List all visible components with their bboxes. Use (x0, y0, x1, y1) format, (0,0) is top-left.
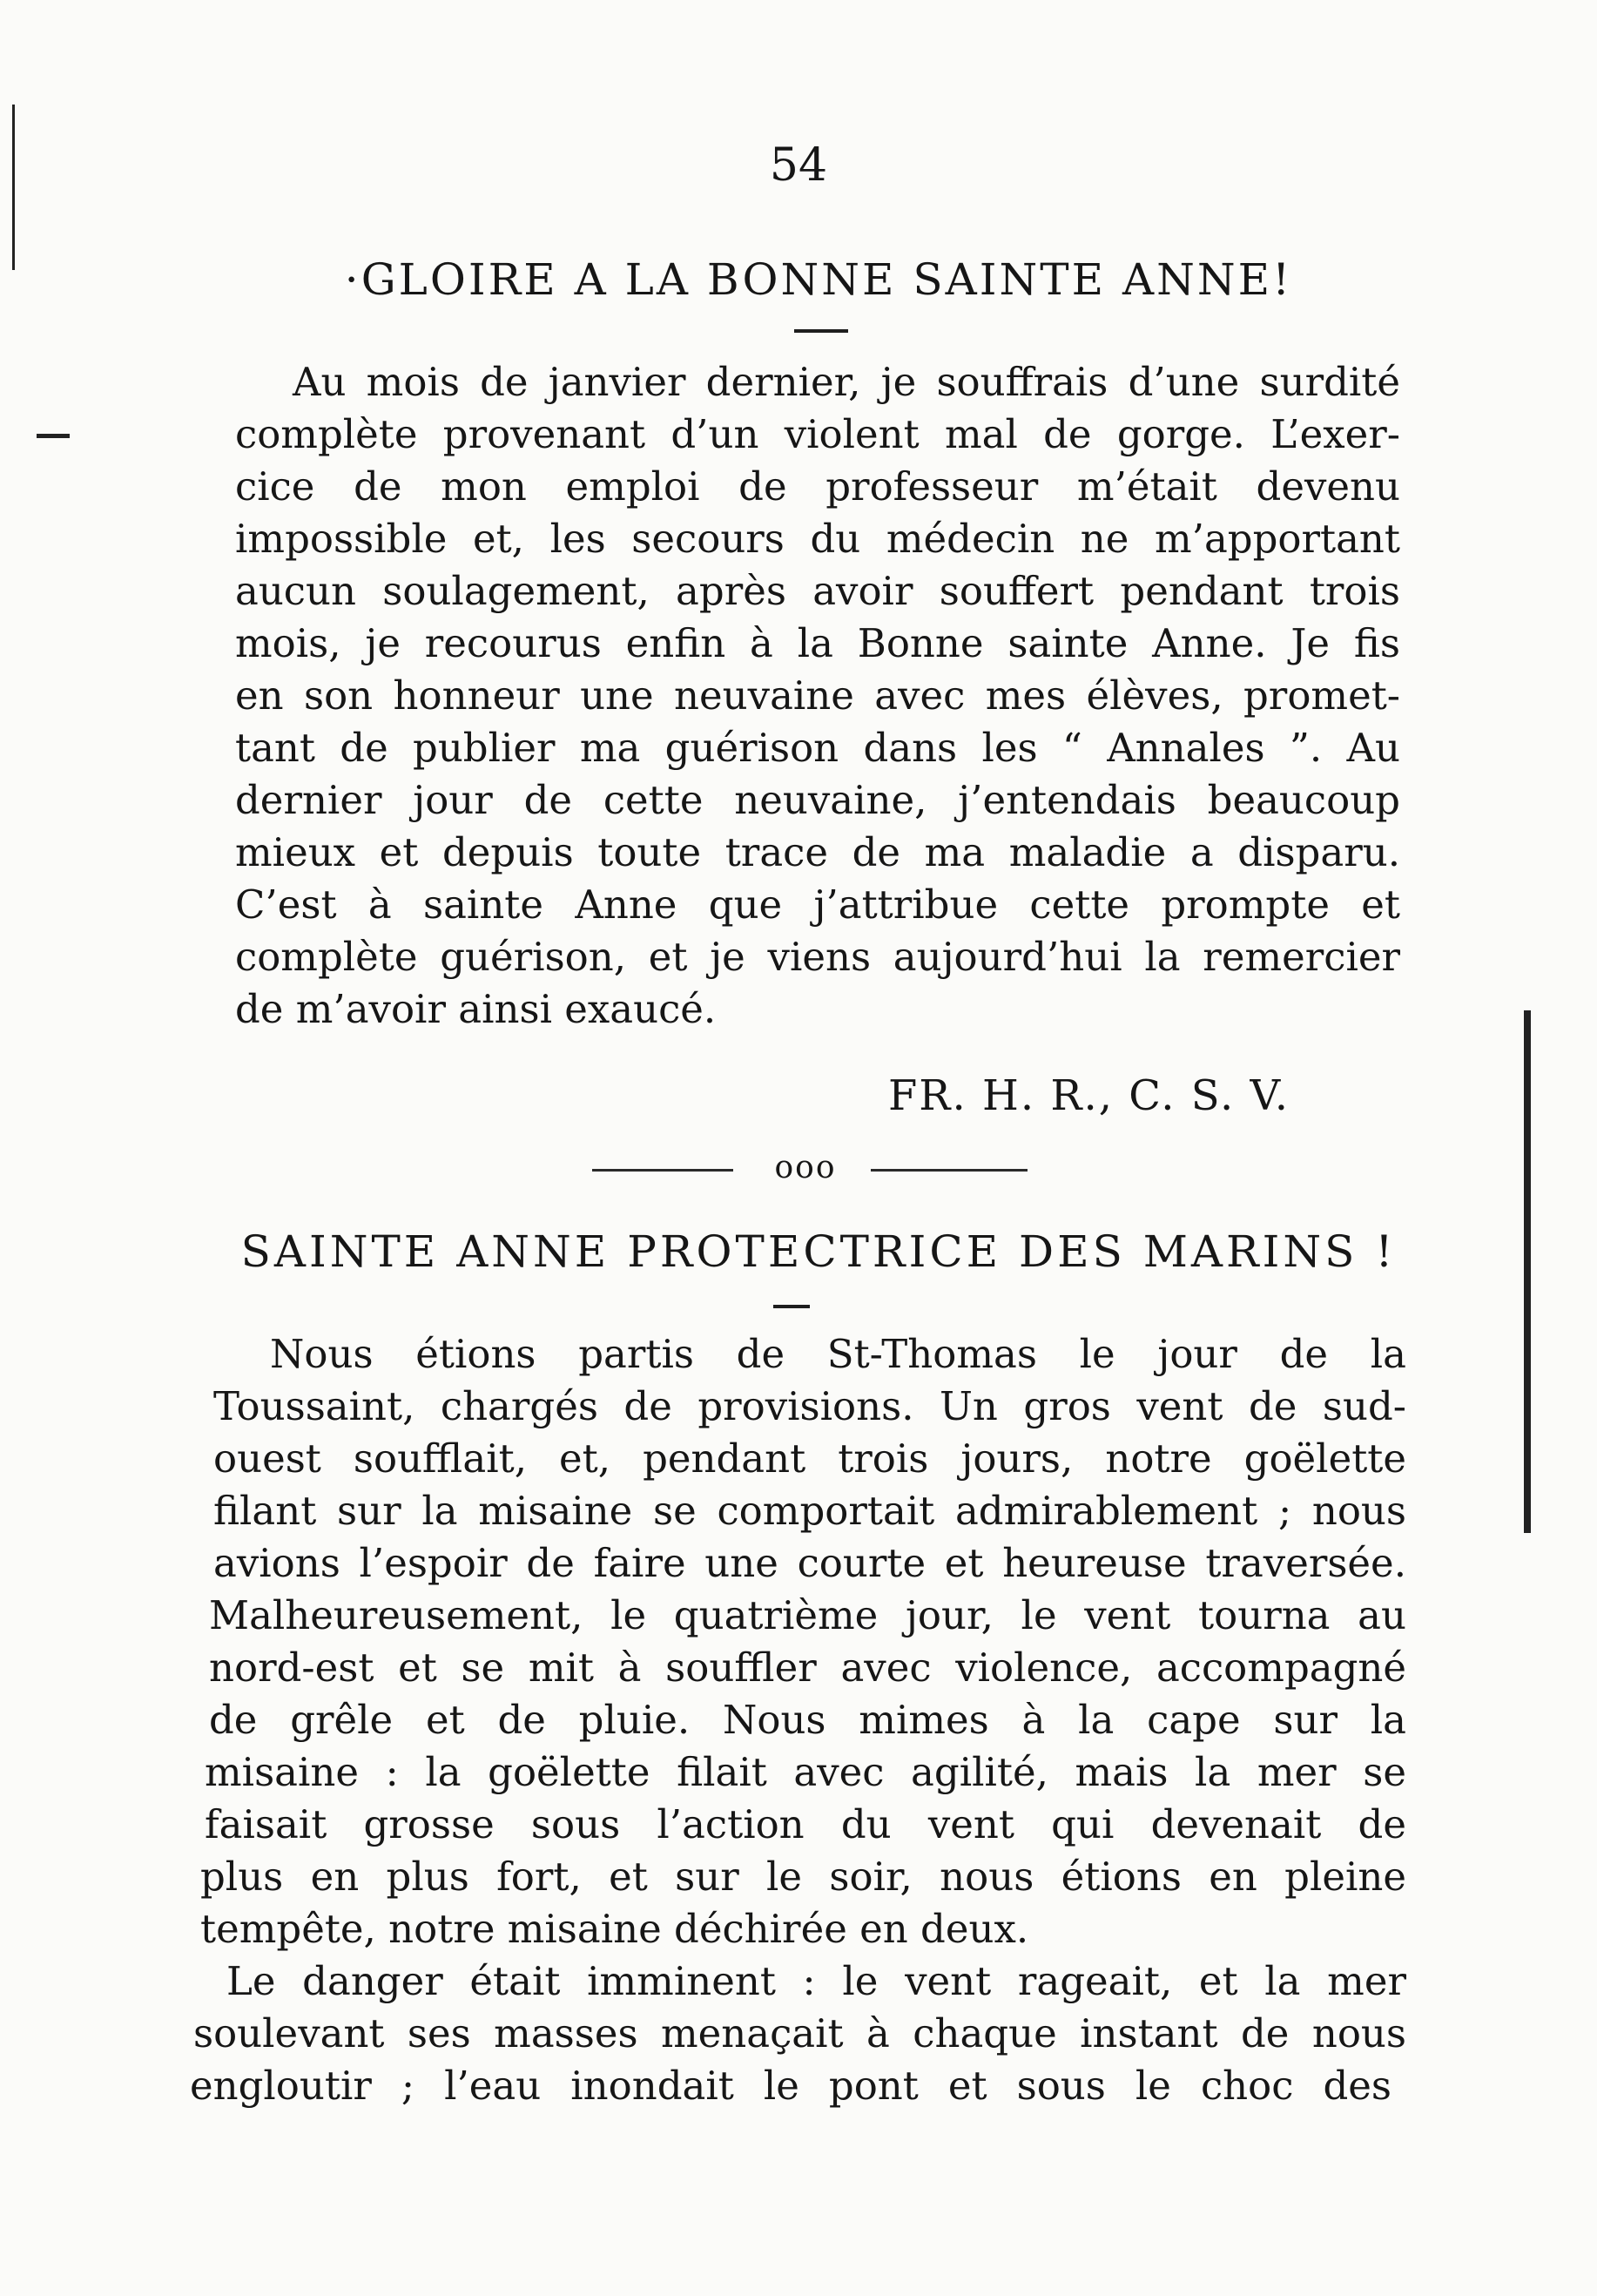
body-line: ouest soufflait, et, pendant trois jours, notre goëlette (213, 1435, 1406, 1482)
body-line: impossible et, les secours du médecin ne m’apportant (235, 516, 1400, 562)
body-line: Le danger était imminent : le vent rageait, et la mer (226, 1958, 1406, 2004)
body-line: misaine : la goëlette filait avec agilité, mais la mer se (205, 1749, 1406, 1795)
body-line: filant sur la misaine se comportait admirablement ; nous (213, 1488, 1406, 1534)
body-line: cice de mon emploi de professeur m’était devenu (235, 463, 1400, 510)
body-line: soulevant ses masses menaçait à chaque instant de nous (193, 2010, 1406, 2056)
separator-ornament: ooo (774, 1150, 837, 1185)
body-line: dernier jour de cette neuvaine, j’entendais beaucoup (235, 777, 1400, 823)
body-line: de m’avoir ainsi exaucé. (235, 986, 717, 1032)
body-line: avions l’espoir de faire une courte et heureuse traversée. (213, 1540, 1406, 1586)
article-title-1: ·GLOIRE A LA BONNE SAINTE ANNE! (344, 254, 1293, 305)
body-line: C’est à sainte Anne que j’attribue cette prompte et (235, 881, 1400, 928)
body-line: Malheureusement, le quatrième jour, le vent tourna au (209, 1592, 1406, 1638)
body-line: Au mois de janvier dernier, je souffrais d’une surdité (293, 359, 1400, 405)
separator-line-right (871, 1169, 1028, 1172)
title-rule-2 (773, 1305, 810, 1308)
body-line: complète guérison, et je viens aujourd’hui la remercier (235, 934, 1400, 980)
separator-line-left (592, 1169, 733, 1172)
body-line: Nous étions partis de St-Thomas le jour de la (270, 1331, 1406, 1377)
body-line: de grêle et de pluie. Nous mimes à la cape sur la (209, 1697, 1406, 1743)
body-line: tant de publier ma guérison dans les “ Annales ”. Au (235, 725, 1400, 771)
body-line: engloutir ; l’eau inondait le pont et sous le choc des (190, 2063, 1391, 2109)
body-line: mieux et depuis toute trace de ma maladie a disparu. (235, 829, 1400, 875)
body-line: mois, je recourus enfin à la Bonne sainte Anne. Je fis (235, 620, 1400, 666)
body-line: plus en plus fort, et sur le soir, nous étions en pleine (200, 1854, 1406, 1900)
title-rule-1 (794, 329, 848, 333)
left-dash-mark (37, 434, 70, 438)
article-title-2: SAINTE ANNE PROTECTRICE DES MARINS ! (240, 1226, 1397, 1277)
body-line: aucun soulagement, après avoir souffert pendant trois (235, 568, 1400, 614)
right-margin-bar (1524, 1010, 1531, 1533)
signature: FR. H. R., C. S. V. (888, 1071, 1290, 1120)
body-line: tempête, notre misaine déchirée en deux. (200, 1906, 1029, 1952)
page-number: 54 (769, 139, 828, 192)
body-line: Toussaint, chargés de provisions. Un gros vent de sud- (213, 1383, 1406, 1429)
body-line: complète provenant d’un violent mal de gorge. L’exer- (235, 411, 1400, 457)
body-line: en son honneur une neuvaine avec mes élèves, promet- (235, 672, 1400, 719)
body-line: nord-est et se mit à souffler avec violence, accompagné (209, 1644, 1406, 1691)
body-line: faisait grosse sous l’action du vent qui devenait de (205, 1801, 1406, 1847)
